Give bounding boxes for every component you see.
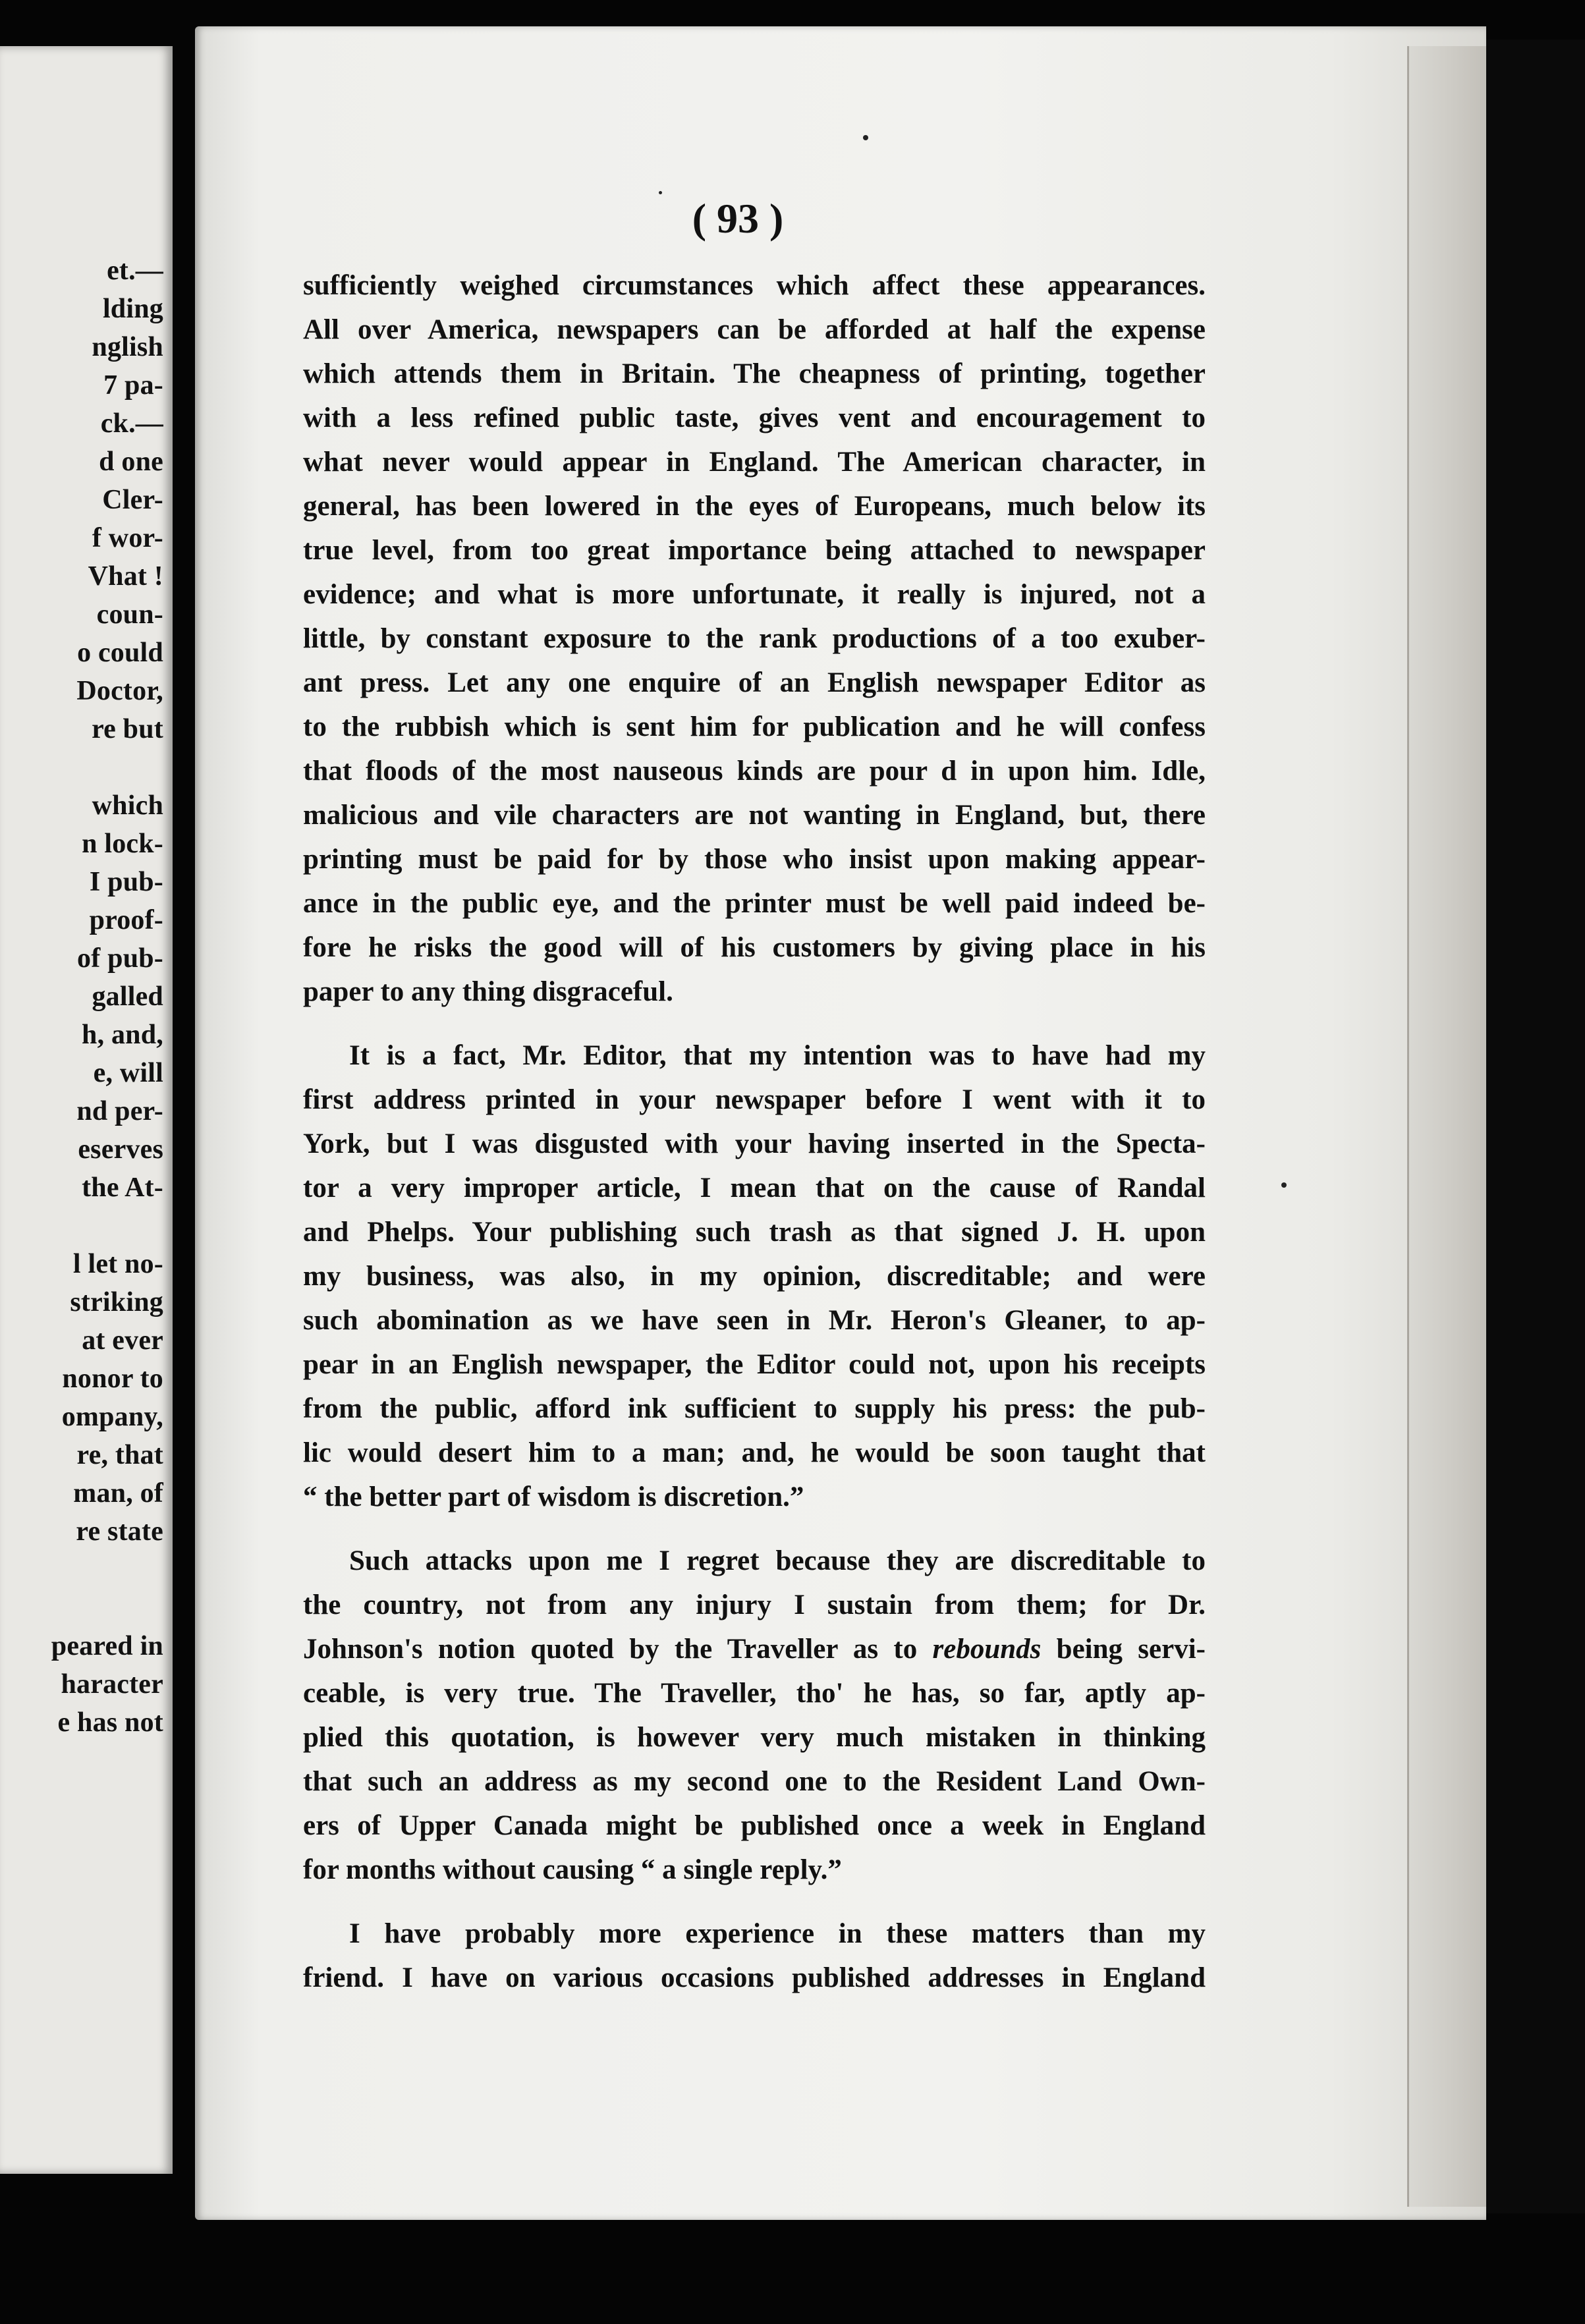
text-line: malicious and vile characters are not wanting in England, but, there	[303, 800, 1206, 831]
left-page-line: nd per-	[76, 1096, 163, 1126]
left-page-line: proof-	[89, 905, 163, 935]
text-line: first address printed in your newspaper before I went with it to	[303, 1084, 1206, 1115]
left-page-line: e has not	[57, 1707, 163, 1738]
text-line: paper to any thing disgraceful.	[303, 976, 673, 1007]
left-page-line: et.—	[107, 256, 163, 286]
ink-speck	[1281, 1182, 1287, 1188]
left-page-line: re state	[76, 1516, 163, 1547]
paragraph	[303, 1912, 1206, 2000]
ink-speck	[659, 191, 662, 194]
text-line: to the rubbish which is sent him for publication and he will confess	[303, 711, 1206, 742]
text-line: that floods of the most nauseous kinds are pour d in upon him. Idle,	[303, 756, 1206, 787]
text-line: All over America, newspapers can be afforded at half the expense	[303, 314, 1206, 345]
text-line: tor a very improper article, I mean that on the cause of Randal	[303, 1173, 1206, 1204]
left-page-line: Cler-	[102, 485, 163, 515]
left-page-line: Vhat !	[88, 561, 163, 592]
text-line: from the public, afford ink sufficient to supply his press: the pub-	[303, 1393, 1206, 1424]
left-page-line: l let no-	[72, 1249, 163, 1279]
text-line: little, by constant exposure to the rank productions of a too exuber-	[303, 623, 1206, 654]
text-line: plied this quotation, is however very much mistaken in thinking	[303, 1722, 1206, 1753]
text-line: lic would desert him to a man; and, he would be soon taught that	[303, 1437, 1206, 1468]
left-page-line: re but	[92, 714, 163, 744]
left-page-line: 7 pa-	[103, 370, 163, 401]
left-page-line: lding	[102, 294, 163, 324]
left-page-line: I pub-	[89, 867, 163, 897]
body-text	[303, 263, 1206, 2000]
left-page-line: nonor to	[62, 1364, 163, 1394]
text-line: pear in an English newspaper, the Editor could not, upon his receipts	[303, 1349, 1206, 1380]
previous-page-fragment	[0, 46, 173, 2174]
paragraph	[303, 1034, 1206, 1519]
left-page-line: d one	[99, 447, 163, 477]
text-line: It is a fact, Mr. Editor, that my intention was to have had my	[349, 1040, 1206, 1071]
text-line: with a less refined public taste, gives vent and encouragement to	[303, 402, 1206, 433]
left-page-line: ompany,	[61, 1402, 163, 1432]
left-page-line: striking	[70, 1287, 163, 1317]
text-line: general, has been lowered in the eyes of Europeans, much below its	[303, 491, 1206, 522]
text-line: Johnson's notion quoted by the Traveller as to rebounds being servi-	[303, 1634, 1206, 1665]
text-line: the country, not from any injury I sustain from them; for Dr.	[303, 1590, 1206, 1620]
text-line: sufficiently weighed circumstances which affect these appearances.	[303, 270, 1206, 301]
left-page-line: which	[92, 790, 163, 821]
left-page-line: re, that	[76, 1440, 163, 1470]
text-line: ance in the public eye, and the printer must be well paid indeed be-	[303, 888, 1206, 919]
left-page-line: nglish	[92, 332, 163, 362]
ink-speck	[863, 135, 868, 140]
left-page-line: coun-	[96, 599, 163, 630]
left-page-line: at ever	[82, 1325, 163, 1356]
left-page-line: o could	[77, 638, 163, 668]
left-page-line: Doctor,	[76, 676, 163, 706]
text-line: and Phelps. Your publishing such trash as that signed J. H. upon	[303, 1217, 1206, 1248]
left-page-line: n lock-	[82, 829, 163, 859]
text-line: York, but I was disgusted with your having inserted in the Specta-	[303, 1128, 1206, 1159]
text-line: friend. I have on various occasions published addresses in England	[303, 1962, 1206, 1993]
text-line: such abomination as we have seen in Mr. Heron's Gleaner, to ap-	[303, 1305, 1206, 1336]
italic-word: rebounds	[932, 1634, 1042, 1665]
text-line: my business, was also, in my opinion, discreditable; and were	[303, 1261, 1206, 1292]
scan-border	[1486, 40, 1585, 2213]
left-page-line: f wor-	[92, 523, 163, 553]
left-page-line: e, will	[93, 1058, 163, 1088]
paragraph	[303, 1539, 1206, 1892]
text-line: which attends them in Britain. The cheapness of printing, together	[303, 358, 1206, 389]
left-page-line: man, of	[73, 1478, 163, 1508]
text-line: ceable, is very true. The Traveller, tho' he has, so far, aptly ap-	[303, 1678, 1206, 1709]
left-page-line: galled	[92, 982, 163, 1012]
page-number: ( 93 )	[692, 195, 784, 242]
left-page-line: ck.—	[100, 408, 163, 439]
text-line: Such attacks upon me I regret because they are discreditable to	[349, 1545, 1206, 1576]
left-page-line: haracter	[61, 1669, 163, 1700]
text-line: printing must be paid for by those who insist upon making appear-	[303, 844, 1206, 875]
text-line: “ the better part of wisdom is discretion.”	[303, 1481, 804, 1512]
text-line: that such an address as my second one to the Resident Land Own-	[303, 1766, 1206, 1797]
text-line: for months without causing “ a single reply.”	[303, 1854, 842, 1885]
text-line: true level, from too great importance being attached to newspaper	[303, 535, 1206, 566]
paragraph	[303, 263, 1206, 1014]
text-line: ant press. Let any one enquire of an English newspaper Editor as	[303, 667, 1206, 698]
left-page-line: peared in	[51, 1631, 163, 1661]
left-page-line: of pub-	[77, 943, 163, 974]
left-page-line: eserves	[78, 1134, 163, 1165]
text-line: ers of Upper Canada might be published once a week in England	[303, 1810, 1206, 1841]
text-line: what never would appear in England. The American character, in	[303, 447, 1206, 478]
text-line: I have probably more experience in these matters than my	[349, 1918, 1206, 1949]
text-line: fore he risks the good will of his customers by giving place in his	[303, 932, 1206, 963]
text-line: evidence; and what is more unfortunate, it really is injured, not a	[303, 579, 1206, 610]
left-page-line: the At-	[82, 1173, 163, 1203]
left-page-line: h, and,	[82, 1020, 163, 1050]
